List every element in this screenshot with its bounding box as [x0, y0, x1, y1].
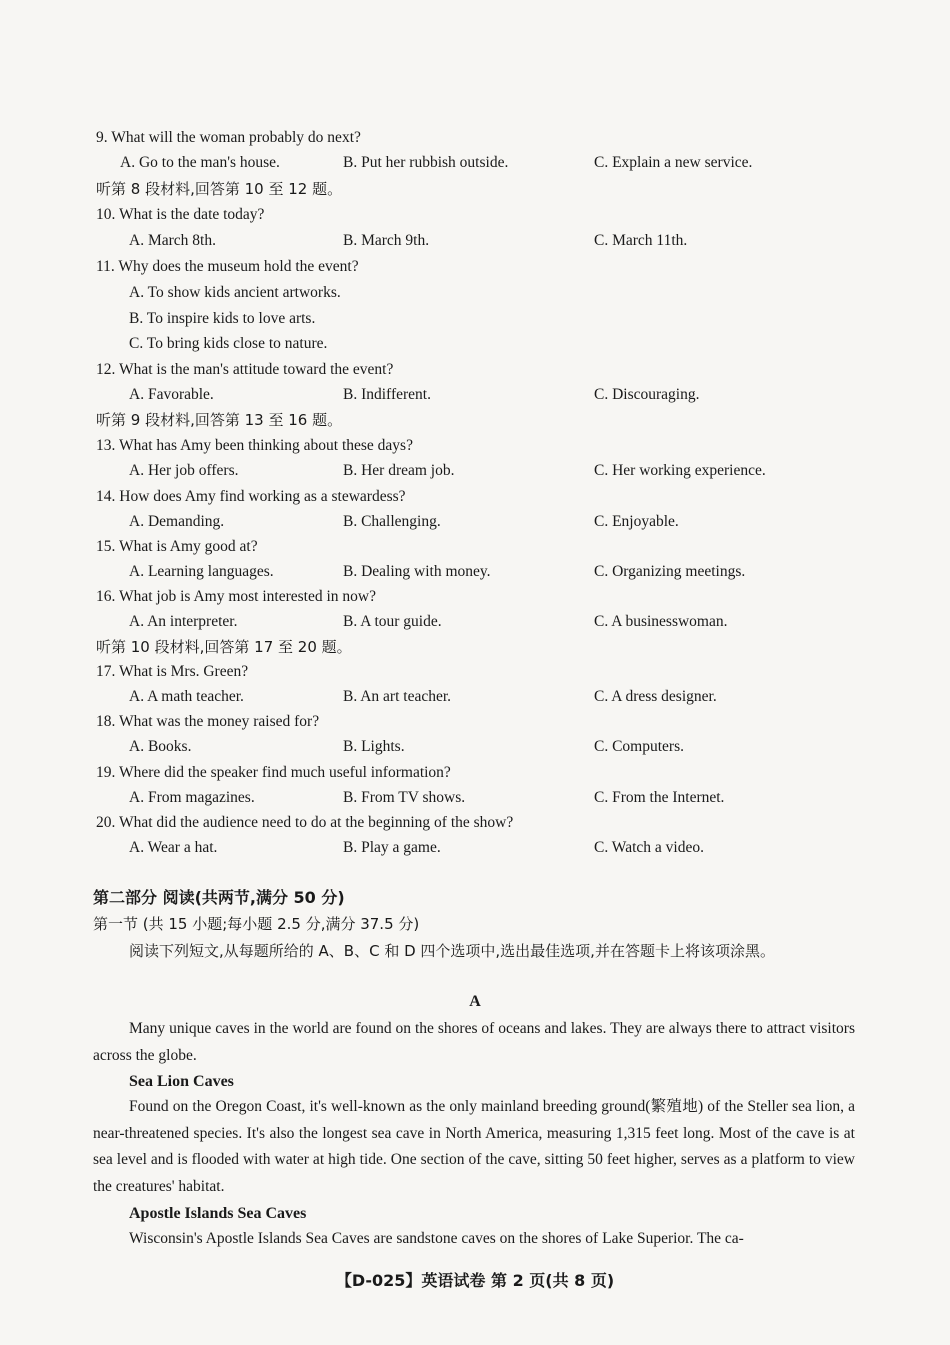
q19-option-a: A. From magazines.: [129, 789, 255, 806]
q15-option-b: B. Dealing with money.: [343, 563, 491, 580]
q20-option-b: B. Play a game.: [343, 839, 441, 856]
q16-option-b: B. A tour guide.: [343, 613, 442, 630]
q13-option-a: A. Her job offers.: [129, 462, 239, 479]
q11-option-c: C. To bring kids close to nature.: [129, 335, 328, 352]
question-19: 19. Where did the speaker find much useful information?: [96, 764, 451, 781]
q14-option-b: B. Challenging.: [343, 513, 441, 530]
q10-option-a: A. March 8th.: [129, 232, 216, 249]
q15-option-a: A. Learning languages.: [129, 563, 274, 580]
q15-option-c: C. Organizing meetings.: [594, 563, 746, 580]
q9-option-b: B. Put her rubbish outside.: [343, 154, 509, 171]
part-two-title: 第二部分 阅读(共两节,满分 50 分): [93, 888, 345, 907]
question-20: 20. What did the audience need to do at the beginning of the show?: [96, 814, 514, 831]
paragraph-sea-lion-caves: Found on the Oregon Coast, it's well-known as the only mainland breeding ground(繁殖地) of the Steller sea lion, a near-threatened species. It's also the longest sea cave in North America, measuring 1,315 feet long. Most of the cave is at sea level and is flooded with water at high tide. One section of the cave, sitting 50 feet higher, serves as a platform to view the creatures' habitat.: [93, 1098, 855, 1195]
question-9: 9. What will the woman probably do next?: [96, 129, 361, 146]
heading-apostle-islands: Apostle Islands Sea Caves: [129, 1205, 307, 1222]
q11-option-a: A. To show kids ancient artworks.: [129, 284, 341, 301]
question-18: 18. What was the money raised for?: [96, 713, 320, 730]
heading-sea-lion-caves: Sea Lion Caves: [129, 1073, 234, 1090]
section-8-instruction: 听第 8 段材料,回答第 10 至 12 题。: [96, 180, 343, 198]
q20-option-c: C. Watch a video.: [594, 839, 704, 856]
question-12: 12. What is the man's attitude toward the event?: [96, 361, 394, 378]
question-16: 16. What job is Amy most interested in now?: [96, 588, 376, 605]
q16-option-c: C. A businesswoman.: [594, 613, 728, 630]
q20-option-a: A. Wear a hat.: [129, 839, 218, 856]
q11-option-b: B. To inspire kids to love arts.: [129, 310, 316, 327]
q9-option-c: C. Explain a new service.: [594, 154, 753, 171]
q17-option-c: C. A dress designer.: [594, 688, 717, 705]
q13-option-b: B. Her dream job.: [343, 462, 455, 479]
q10-option-c: C. March 11th.: [594, 232, 688, 249]
q10-option-b: B. March 9th.: [343, 232, 430, 249]
q13-option-c: C. Her working experience.: [594, 462, 766, 479]
q12-option-b: B. Indifferent.: [343, 386, 431, 403]
q19-option-c: C. From the Internet.: [594, 789, 725, 806]
q19-option-b: B. From TV shows.: [343, 789, 466, 806]
question-13: 13. What has Amy been thinking about these days?: [96, 437, 413, 454]
q17-option-a: A. A math teacher.: [129, 688, 244, 705]
page-footer: 【D-025】英语试卷 第 2 页(共 8 页): [335, 1271, 615, 1290]
section-one-title: 第一节 (共 15 小题;每小题 2.5 分,满分 37.5 分): [93, 915, 420, 933]
passage-intro: Many unique caves in the world are found on the shores of oceans and lakes. They are always there to attract visitors across the globe.: [93, 1020, 855, 1064]
passage-label: A: [469, 993, 481, 1010]
q16-option-a: A. An interpreter.: [129, 613, 238, 630]
reading-instruction: 阅读下列短文,从每题所给的 A、B、C 和 D 四个选项中,选出最佳选项,并在答题卡上将该项涂黑。: [129, 942, 775, 960]
question-15: 15. What is Amy good at?: [96, 538, 258, 555]
q14-option-a: A. Demanding.: [129, 513, 225, 530]
q18-option-a: A. Books.: [129, 738, 192, 755]
q18-option-c: C. Computers.: [594, 738, 684, 755]
section-10-instruction: 听第 10 段材料,回答第 17 至 20 题。: [96, 638, 352, 656]
q14-option-c: C. Enjoyable.: [594, 513, 679, 530]
question-14: 14. How does Amy find working as a stewardess?: [96, 488, 406, 505]
question-17: 17. What is Mrs. Green?: [96, 663, 249, 680]
q12-option-a: A. Favorable.: [129, 386, 214, 403]
q9-option-a: A. Go to the man's house.: [120, 154, 280, 171]
paragraph-apostle-islands: Wisconsin's Apostle Islands Sea Caves are sandstone caves on the shores of Lake Superior. The ca-: [129, 1230, 744, 1247]
q12-option-c: C. Discouraging.: [594, 386, 700, 403]
question-11: 11. Why does the museum hold the event?: [96, 258, 359, 275]
q18-option-b: B. Lights.: [343, 738, 405, 755]
section-9-instruction: 听第 9 段材料,回答第 13 至 16 题。: [96, 411, 343, 429]
question-10: 10. What is the date today?: [96, 206, 265, 223]
q17-option-b: B. An art teacher.: [343, 688, 452, 705]
